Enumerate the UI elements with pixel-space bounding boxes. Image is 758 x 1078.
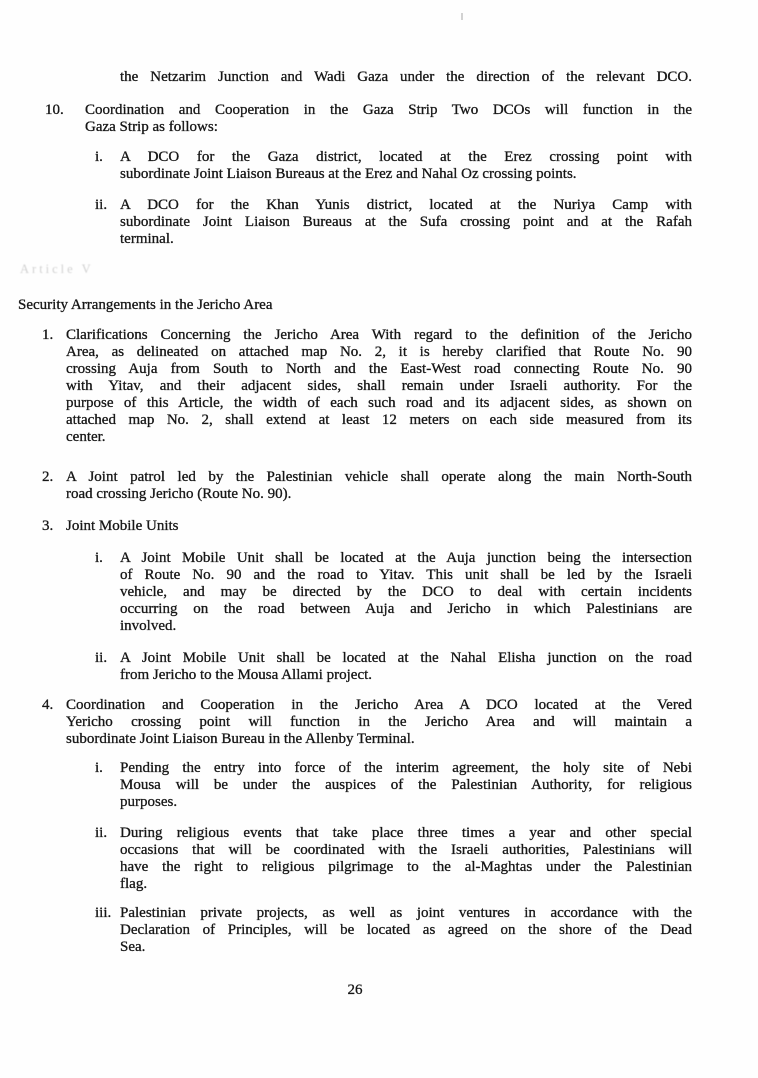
list-item-text: A Joint patrol led by the Palestinian vehicle shall operate along the main North-South road crossing Jericho (Route No. 90). [66,469,692,502]
paragraph-continuation: the Netzarim Junction and Wadi Gaza under the direction of the relevant DCO. [120,69,692,85]
sublist-item-text: A Joint Mobile Unit shall be located at the Nahal Elisha junction on the road from Jericho to the Mousa Allami project. [120,650,692,683]
list-item-text: Joint Mobile Units [66,518,179,534]
sublist-item-3-ii [95,650,692,684]
list-item-4 [42,697,692,748]
section-heading: Security Arrangements in the Jericho Area [18,297,273,313]
sublist-item-number: ii. [95,825,108,841]
list-item-text: Clarifications Concerning the Jericho Area With regard to the definition of the Jericho Area, as delineated on attached map No. 2, it is hereby clarified that Route No. 90 crossing Auja from South to North and the East-West road connecting Route No. 90 with Yitav, and their adjacent sides, shall remain under Israeli authority. For the purpose of this Article, the width of each such road and its adjacent sides, as shown on attached map No. 2, shall extend at least 12 meters on each side measured from its center. [66,327,692,445]
sublist-item-3-i [95,550,692,635]
list-item-text: Coordination and Cooperation in the Jericho Area A DCO located at the Vered Yericho crossing point will function in the Jericho Area and will maintain a subordinate Joint Liaison Bureau in the Allenby Terminal. [66,697,692,747]
sublist-item-number: i. [95,550,103,566]
sublist-item-10-i [95,149,692,183]
list-item-3 [42,518,692,535]
list-item-10 [45,102,692,136]
list-item-1 [42,327,692,446]
list-item-number: 1. [42,327,54,343]
sublist-item-text: A DCO for the Gaza district, located at the Erez crossing point with subordinate Joint Liaison Bureaus at the Erez and Nahal Oz crossing points. [120,149,692,182]
list-item-text: Coordination and Cooperation in the Gaza Strip Two DCOs will function in the Gaza Strip as follows: [85,102,692,135]
sublist-item-4-ii [95,825,692,893]
list-item-2 [42,469,692,503]
sublist-item-4-iii [95,905,692,956]
sublist-item-text: During religious events that take place three times a year and other special occasions that will be coordinated with the Israeli authorities, Palestinians will have the right to religious pilgrimage to the al-Maghtas under the Palestinian flag. [120,825,692,892]
list-item-number: 4. [42,697,54,713]
sublist-item-text: A Joint Mobile Unit shall be located at the Auja junction being the intersection of Route No. 90 and the road to Yitav. This unit shall be led by the Israeli vehicle, and may be directed by the DCO to deal with certain incidents occurring on the road between Auja and Jericho in which Palestinians are involved. [120,550,692,634]
sublist-item-number: ii. [95,197,108,213]
sublist-item-text: A DCO for the Khan Yunis district, located at the Nuriya Camp with subordinate Joint Liaison Bureaus at the Sufa crossing point and at the Rafah terminal. [120,197,692,247]
list-item-number: 10. [45,102,64,118]
sublist-item-number: i. [95,760,103,776]
sublist-item-number: ii. [95,650,108,666]
sublist-item-number: iii. [95,905,112,921]
sublist-item-number: i. [95,149,103,165]
scan-artifact [461,13,463,20]
sublist-item-4-i [95,760,692,811]
list-item-number: 2. [42,469,54,485]
sublist-item-10-ii [95,197,692,248]
list-item-number: 3. [42,518,54,534]
sublist-item-text: Palestinian private projects, as well as joint ventures in accordance with the Declaration of Principles, will be located as agreed on the shore of the Dead Sea. [120,905,692,955]
page-number: 26 [347,982,363,998]
faint-article-annotation: Article V [20,262,94,276]
sublist-item-text: Pending the entry into force of the interim agreement, the holy site of Nebi Mousa will be under the auspices of the Palestinian Authority, for religious purposes. [120,760,692,810]
